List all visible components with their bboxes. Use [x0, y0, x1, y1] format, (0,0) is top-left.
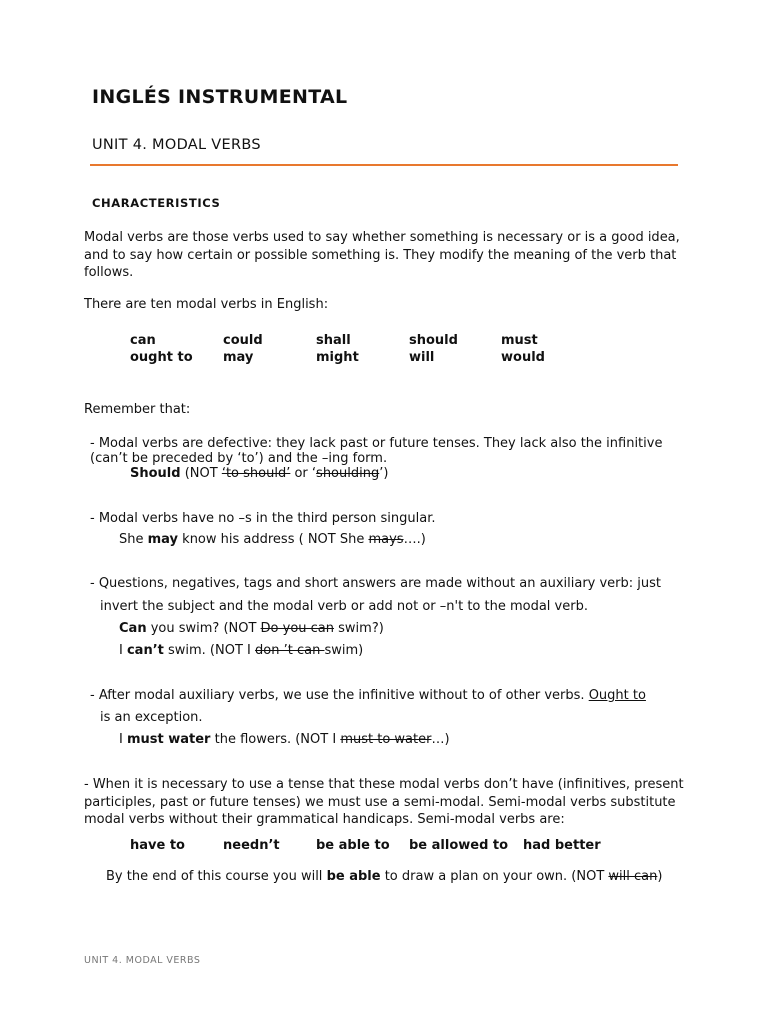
- modal-verb: must: [501, 333, 538, 348]
- final-example: By the end of this course you will be able to draw a plan on your own. (NOT will can): [106, 869, 663, 884]
- orange-divider: [90, 164, 678, 166]
- example-bold: must water: [126, 732, 211, 747]
- incorrect-form: will can: [608, 869, 658, 884]
- rule-questions-example-2: I can’t swim. (NOT I don ’t can swim): [119, 643, 364, 658]
- incorrect-form: must to water: [340, 732, 432, 747]
- page-footer: UNIT 4. MODAL VERBS: [84, 955, 201, 966]
- semi-modal-verb: had better: [523, 838, 601, 853]
- section-heading: CHARACTERISTICS: [92, 196, 221, 210]
- example-bold: Can: [119, 621, 147, 636]
- modal-verb: shall: [316, 333, 351, 348]
- rule-no-s-example: She may know his address ( NOT She mays….): [119, 532, 426, 547]
- ought-to-underline: Ought to: [588, 688, 646, 703]
- incorrect-form: ‘to should’: [221, 466, 291, 481]
- ten-modals-intro: There are ten modal verbs in English:: [84, 297, 329, 312]
- rule-infinitive-line2: is an exception.: [100, 710, 203, 725]
- modal-verb: may: [223, 350, 254, 365]
- rule-defective-example: Should (NOT ‘to should’ or ‘shoulding’): [130, 466, 389, 481]
- remember-label: Remember that:: [84, 402, 191, 417]
- modal-verb: can: [130, 333, 156, 348]
- incorrect-form: don ’t can: [255, 643, 325, 658]
- rule-infinitive-line1: - After modal auxiliary verbs, we use the infinitive without to of other verbs. Ought to: [90, 688, 646, 703]
- intro-paragraph: Modal verbs are those verbs used to say whether something is necessary or is a good idea, and to say how certain or possible something is. They modify the meaning of the verb that follows.: [84, 230, 680, 280]
- incorrect-form: shoulding: [316, 466, 380, 481]
- rule-questions-line2: invert the subject and the modal verb or add not or –n't to the modal verb.: [100, 599, 588, 614]
- modal-verb: will: [409, 350, 435, 365]
- modal-verb: could: [223, 333, 263, 348]
- incorrect-form: Do you can: [260, 621, 335, 636]
- example-bold: be able: [326, 869, 381, 884]
- modal-verb: would: [501, 350, 545, 365]
- incorrect-form: mays: [368, 532, 404, 547]
- rule-questions-line1: - Questions, negatives, tags and short answers are made without an auxiliary verb: just: [90, 576, 662, 591]
- modal-verb: should: [409, 333, 458, 348]
- document-title: INGLÉS INSTRUMENTAL: [92, 86, 348, 108]
- rule-infinitive-example: I must water the flowers. (NOT I must to water…): [119, 732, 450, 747]
- example-bold: can’t: [126, 643, 164, 658]
- unit-heading: UNIT 4. MODAL VERBS: [92, 137, 261, 153]
- example-bold: Should: [130, 466, 181, 481]
- semi-modal-verb: needn’t: [223, 838, 280, 853]
- semi-modal-verb: have to: [130, 838, 185, 853]
- semi-modal-verb: be able to: [316, 838, 390, 853]
- example-bold: may: [147, 532, 179, 547]
- rule-no-s: - Modal verbs have no –s in the third person singular.: [90, 511, 436, 526]
- modal-verb: ought to: [130, 350, 193, 365]
- modal-verb: might: [316, 350, 359, 365]
- rule-semi-modals: - When it is necessary to use a tense that these modal verbs don’t have (infinitives, present participles, past or future tenses) we must use a semi-modal. Semi-modal verbs substitute modal verbs without their grammatical handicaps. Semi-modal verbs are:: [84, 777, 684, 827]
- semi-modal-verb: be allowed to: [409, 838, 509, 853]
- rule-defective: - Modal verbs are defective: they lack past or future tenses. They lack also the infinitive (can’t be preceded by ‘to’) and the –ing form.: [90, 436, 663, 466]
- rule-questions-example-1: Can you swim? (NOT Do you can swim?): [119, 621, 384, 636]
